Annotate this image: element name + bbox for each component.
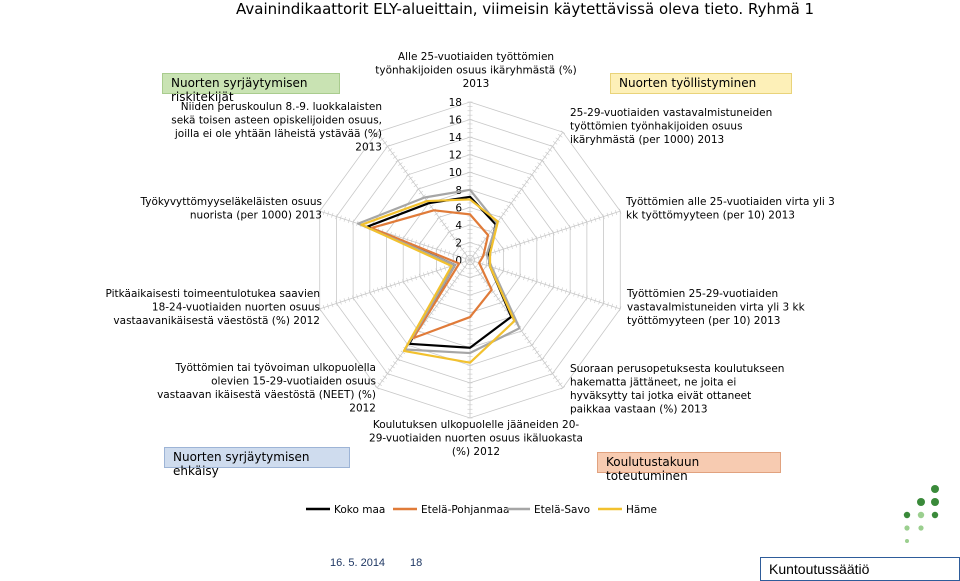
axis-tick [447,287,451,290]
axis-tick [478,273,482,276]
axis-tick [409,177,413,180]
axis-tick [476,248,480,251]
axis-tick [440,298,444,301]
axis-tick [473,251,477,254]
tick-label: 18 [448,97,462,109]
axis-tick [385,372,389,375]
axis-tick [532,170,536,173]
axis-tick [414,184,418,187]
axis-label: 25-29-vuotiaiden vastavalmistuneiden työttömien työnhakijoiden osuus ikäryhmästä (per 1000) 2013 [570,107,773,146]
tick-label: 14 [448,132,462,145]
axis-label: Alle 25-vuotiaiden työttömien työnhakijoiden osuus ikäryhmästä (%) 2013 [375,51,577,90]
axis-tick [447,230,451,233]
group-label-education: Koulutustakuun toteutuminen [597,452,781,473]
axis-tick [460,269,464,272]
axis-tick [548,148,552,151]
tick-label: 4 [455,219,462,232]
legend-label: Etelä-Pohjanmaa [421,504,510,516]
series-line [367,197,511,348]
axis-tick [535,166,539,169]
axis-tick [437,301,441,304]
axis-label: Niiden peruskoulun 8.-9. luokkalaisten sekä toisen asteen opiskelijoiden osuus, joilla ei ole yhtään läheistä ystävää (%) 2013 [171,101,382,154]
axis-tick [489,230,493,233]
axis-tick [514,195,518,198]
axis-tick [378,383,382,386]
axis-tick [442,294,446,297]
legend-label: Etelä-Savo [534,504,591,516]
footer-date: 16. 5. 2014 [330,557,386,569]
axis-tick [504,209,508,212]
axis-tick [473,266,477,269]
axis-tick [434,212,438,215]
group-label-employment: Nuorten työllistyminen [610,73,792,94]
axis-tick [385,145,389,148]
axis-tick [393,362,397,365]
axis-tick [507,205,511,208]
axis-tick [512,198,516,201]
axis-label: Koulutuksen ulkopuolelle jääneiden 20-29-vuotiaiden nuorten osuus ikäluokasta (%) 2012 [369,419,583,458]
chart-title: Avainindikaattorit ELY-alueittain, viimeisin käytettävissä oleva tieto. Ryhmä 1 [236,0,815,18]
tick-label: 16 [448,114,462,127]
axis-tick [450,234,454,237]
axis-tick [445,227,449,230]
axis-tick [429,205,433,208]
axis-label: Työttömien tai työvoiman ulkopuolella olevien 15-29-vuotiaiden osuus vastaavan ikäisestä väestöstä (NEET) (%) 2012 [157,362,376,415]
axis-tick [450,283,454,286]
axis-tick [540,358,544,361]
series-line [371,210,491,338]
axis-tick [478,244,482,247]
axis-tick [440,219,444,222]
axis-tick [416,188,420,191]
axis-tick [463,266,467,269]
axis-tick [545,152,549,155]
tick-label: 10 [448,167,462,180]
axis-tick [499,301,503,304]
axis-tick [434,305,438,308]
axis-tick [445,290,449,293]
axis-tick [499,216,503,219]
axis-tick [476,269,480,272]
axis-tick [396,159,400,162]
axis-tick [517,191,521,194]
axis-tick [535,351,539,354]
axis-tick [527,340,531,343]
axis-tick [538,354,542,357]
axis-tick [522,333,526,336]
axis-tick [481,241,485,244]
footer-page-number: 18 [410,557,423,569]
tick-label: 6 [455,202,462,215]
axis-tick [391,365,395,368]
axis-tick [509,202,513,205]
axis-tick [527,177,531,180]
axis-tick [401,166,405,169]
tick-label: 2 [455,237,462,250]
axis-tick [556,138,560,141]
axis-tick [520,188,524,191]
axis-tick [525,180,529,183]
axis-tick [561,386,565,389]
legend-label: Koko maa [334,504,386,516]
axis-tick [525,337,529,340]
axis-tick [520,330,524,333]
axis-tick [388,369,392,372]
axis-tick [419,191,423,194]
axis-tick [458,273,462,276]
axis-label: Työttömien 25-29-vuotiaiden vastavalmistuneiden virta yli 3 kk työttömyyteen (per 10) 2013 [627,288,805,327]
axis-label: Työkyvyttömyyseläkeläisten osuus nuorista (per 1000) 2013 [140,196,322,222]
axis-tick [380,379,384,382]
axis-tick [553,376,557,379]
axis-tick [551,145,555,148]
axis-tick [538,163,542,166]
axis-tick [393,156,397,159]
tick-label: 8 [455,184,462,197]
axis-tick [452,280,456,283]
axis-tick [556,379,560,382]
axis-tick [545,365,549,368]
axis-tick [558,134,562,137]
axis-tick [496,298,500,301]
tick-label: 0 [455,255,462,267]
axis-tick [383,376,387,379]
axis-tick [437,216,441,219]
axis-tick [391,152,395,155]
axis-tick [502,212,506,215]
legend-label: Häme [626,504,658,516]
axis-tick [411,180,415,183]
axis-tick [561,131,565,134]
axis-tick [553,141,557,144]
group-label-prevention: Nuorten syrjäytymisen ehkäisy [164,447,350,468]
axis-tick [532,347,536,350]
axis-tick [543,362,547,365]
axis-tick [398,354,402,357]
axis-label: Suoraan perusopetuksesta koulutukseen hakematta jättäneet, ne joita ei hyväksytty tai jotka eivät ottaneet paikkaa vastaan (%) 2013 [570,363,785,416]
axis-tick [396,358,400,361]
axis-tick [530,173,534,176]
group-label-risk: Nuorten syrjäytymisen riskitekijät [162,73,340,94]
axis-tick [406,173,410,176]
axis-tick [502,305,506,308]
axis-tick [465,255,469,258]
axis-tick [442,223,446,226]
axis-tick [558,383,562,386]
axis-tick [530,344,534,347]
axis-tick [463,251,467,254]
axis-label: Työttömien alle 25-vuotiaiden virta yli 3 kk työttömyyteen (per 10) 2013 [626,196,835,222]
tick-label: 12 [448,149,462,162]
axis-tick [455,276,459,279]
axis-tick [494,294,498,297]
axis-tick [548,369,552,372]
axis-tick [540,159,544,162]
axis-tick [383,141,387,144]
axis-tick [522,184,526,187]
axis-tick [403,170,407,173]
axis-tick [543,156,547,159]
brand-logo-dots-icon [895,483,945,543]
axis-label: Pitkäaikaisesti toimeentulotukea saavien 18-24-vuotiaiden nuorten osuus vastaavanikäisestä väestöstä (%) 2012 [105,288,320,327]
brand-name: Kuntoutussäätiö [760,557,960,581]
axis-tick [551,372,555,375]
axis-tick [481,276,485,279]
axis-tick [398,163,402,166]
axis-tick [388,148,392,151]
